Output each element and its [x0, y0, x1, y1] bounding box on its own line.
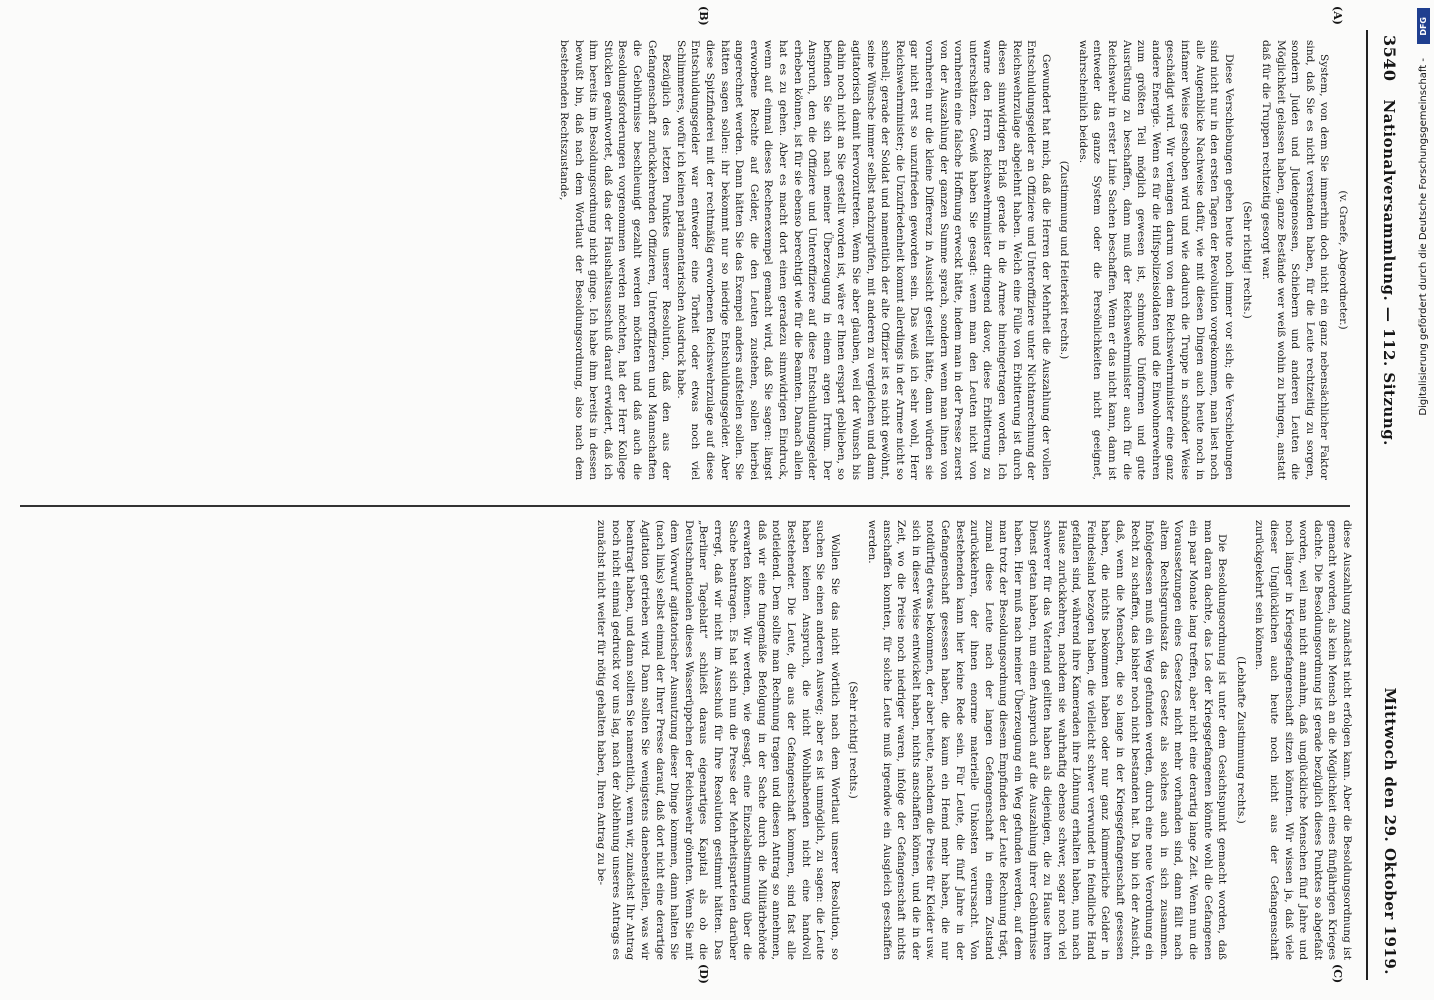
header-left	[1381, 35, 1400, 446]
paragraph: Die Besoldungsordnung ist unter dem Gesichtspunkt gemacht worden, daß man daran dachte, das Los der Kriegsgefangenen könnte wohl die Gefangenen ein paar Monate lang treffen, aber nicht eine derartig lange Zeit. Wenn nun die Voraussetzungen eines Gesetzes nicht mehr vorhanden sind, dann fällt nach altem Rechtsgrundsatz das Gesetz als solches auch in sich zusammen. Infolgedessen muß ein Weg gefunden werden, durch eine neue Verordnung ein Recht zu schaffen, das bisher noch nicht bestanden hat. Da bin ich der Ansicht, daß, wenn die Menschen, die so lange in der Kriegsgefangenschaft gesessen haben, die nichts bekommen haben oder nur ganz kümmerliche Gelder in Feindesland bezogen haben, die vielleicht schwer verwundet in feindliche Hand gefallen sind, während ihre Kameraden ihre Löhnung erhalten haben, nun nach Hause zurückkehren, nachdem sie wahrhaftig ebenso schwer, sogar noch viel schwerer für das Vaterland gelitten haben als diejenigen, die zu Hause ihren Dienst getan haben, nun einen Anspruch auf die Auszahlung ihrer Gebührnisse haben. Hier muß nach meiner Überzeugung ein Weg gefunden werden, auf dem man trotz der Besoldungsordnung diesem Empfinden der Leute Rechnung trägt, zumal diese Leute nach der langen Gefangenschaft in einem Zustand zurückkehren, der ihnen enorme materielle Unkosten verursacht. Von Bestehenden kann hier keine Rede sein. Für Leute, die fünf Jahre in der Gefangenschaft gesessen haben, die kaum ein Hemd mehr haben, die nur notdürftig etwas bekommen, der aber heute, nachdem die Preise für Kleider usw. sich in dieser Weise entwickelt haben, nichts anschaffen können, und die in der Zeit, wo die Preise noch niedriger waren, infolge der Gefangenschaft nichts anschaffen konnten, für solche Leute muß irgendwie ein Ausgleich geschaffen werden.	[866, 520, 1229, 960]
column-separator	[20, 505, 1350, 507]
paragraph: Bezüglich des letzten Punktes unserer Resolution, daß den aus der Gefangenschaft zurückkehrenden Offizieren, Unteroffizieren und Mannschaften die Gebührnisse beschleunigt gezahlt werden möchten und daß auch die Besoldungsforderungen vorgenommen werden möchten, hat der Herr Kollege Stücklen geantwortet, daß das der Haushaltsausschuß darauf erwidert, daß ich ihm bereits im Besoldungsordnung nicht ginge. Ich habe ihm bereits in dessen bewußt bin, daß nach dem Wortlaut der Besoldungsordnung, also nach dem bestehenden Rechtszustande,	[558, 40, 673, 480]
digitization-note	[1414, 0, 1432, 1000]
paragraph: (Zustimmung und Heiterkeit rechts.)	[1058, 160, 1071, 360]
dfg-logo: DFG	[1417, 8, 1430, 44]
paragraph: (Lebhafte Zustimmung rechts.)	[1234, 656, 1247, 824]
text-column-left	[14, 40, 1354, 480]
page-number: 3540	[1380, 35, 1400, 82]
paragraph: diese Auszahlung zunächst nicht erfolgen kann. Aber die Besoldungsordnung ist gemacht worden, als kein Mensch an die Möglichkeit eines fünfjährigen Krieges dachte. Die Besoldungsordnung ist gerade bezüglich dieses Punktes so abgefaßt worden, weil man nicht annahm, daß unglückliche Menschen fünf Jahre und noch länger in Kriegsgefangenschaft sitzen könnten. Wir wissen ja, daß viele dieser Unglücklichen auch heute noch nicht aus der Gefangenschaft zurückgekehrt sein können.	[1253, 520, 1353, 960]
paragraph: (Sehr richtig! rechts.)	[1241, 201, 1254, 319]
header-rule	[1366, 30, 1368, 980]
paragraph: Wollen Sie das nicht wörtlich nach dem Wortlaut unserer Resolution, so suchen Sie einen anderen Ausweg; aber es ist unmöglich, zu sagen: die Leute haben keinen Anspruch, die nicht Wohlhabenden nicht eine handvoll Bestehender. Die Leute, die aus der Gefangenschaft kommen, sind fast alle notleidend. Dem sollte man Rechnung tragen und diesen Antrag so annehmen, daß wir eine fungemäße Befolgung in der Sache durch die Militärbehörde erwarten können. Wir werden, wie gesagt, eine Einzelabstimmung über die Sache beantragen. Es hat sich nun die Presse der Mehrheitsparteien darüber erregt, daß wir nicht im Ausschuß für Ihre Resolution gestimmt hätten. Das „Berliner Tageblatt“ schließt daraus eigenartiges Kapital als ob die Deutschnationalen dieses Wasserüppchen der Reichswehr gönnten. Wenn Sie mit dem Vorwurf agitatorischer Ausnutzung dieser Dinge kommen, dann halten Sie (nach links) selbst einmal der Ihrer Presse darauf, daß dort nicht eine derartige Agitation getrieben wird. Dann sollten Sie wenigstens danebenstellen, was wir beantragt haben, und dann sollten Sie namentlich, wenn wir, zunächst Ihr Antrag noch nicht einmal gedruckt vor uns lag, nach der Ablehnung unseres Antrags es zunächst nicht weiter für nötig gehalten haben, Ihren Antrag zu be-	[595, 520, 841, 960]
margin-marker-d: (D)	[697, 964, 710, 984]
paragraph: (v. Graefe, Abgeordneter.)	[1337, 190, 1349, 330]
margin-marker-b: (B)	[697, 6, 710, 26]
paragraph: Diese Verschiebungen gehen heute noch immer vor sich; die Verschiebungen sind nicht nur in den ersten Tagen der Revolution vorgekommen, man liest noch alle Augenblicke Nachweise dafür, wie mit diesen Dingen auch heute noch in infamer Weise geschoben wird und wie dadurch die Truppe in schnöder Weise geschädigt wird. Wir verlangen darum von dem Reichswehrminister eine ganz andere Energie. Wenn es für die Hilfspolizeisoldaten und die Einwohnerwehren zum größten Teil möglich gewesen ist, schmucke Uniformen und gute Ausrüstung zu beschaffen, dann muß der Reichswehrminister auch für die Reichswehr in erster Linie Sachen beschaffen. Wenn er das nicht kann, dann ist entweder das ganze System oder die Persönlichkeiten nicht geeignet, wahrscheinlich beides.	[1076, 40, 1235, 480]
paragraph: System, von dem Sie immerhin doch nicht ein ganz nebensächlicher Faktor sind, daß Sie es nicht verstanden haben, für die Leute rechtzeitig zu sorgen, sondern Juden und Judengenossen, Schiebern und anderen Leuten die Möglichkeit gelassen haben, ganze Bestände wer weiß wohin zu bringen, anstatt daß für die Truppen rechtzeitig gesorgt war.	[1260, 40, 1331, 480]
header-right-title: Mittwoch den 29. Oktober 1919.	[1381, 687, 1399, 975]
margin-marker-a: (A)	[1331, 6, 1344, 25]
page-header	[1370, 35, 1410, 975]
paragraph: (Sehr richtig! rechts.)	[847, 681, 860, 799]
margin-marker-c: (C)	[1331, 964, 1344, 984]
header-left-title: Nationalversammlung. — 112. Sitzung.	[1380, 99, 1399, 446]
paragraph: Gewundert hat mich, daß die Herren der Mehrheit die Auszahlung der vollen Entschuldungsgelder an Offiziere und Unteroffiziere unter Nichtanrechnung der Reichswehrzulage abgelehnt haben. Welch eine Fülle von Erbitterung ist durch diesen sinnwidrigen Erlaß gerade in die Armee hineingetragen worden. Ich warne den Herrn Reichswehrminister dringend davor, diese Erbitterung zu unterschätzen. Gewiß haben Sie gesagt: wenn man den Leuten nicht von vornherein eine falsche Hoffnung erweckt hätte, indem man in der Presse zuerst von der Auszahlung der ganzen Summe sprach, sondern wenn man ihnen von vornherein nur die kleine Differenz in Aussicht gestellt hätte, dann würden sie gar nicht erst so unzufrieden geworden sein. Das weiß ich sehr wohl, Herr Reichswehrminister; die Unzufriedenheit kommt allerdings in der Armee nicht so schnell; gerade der Soldat und namentlich der alte Offizier ist es nicht gewöhnt, seine Wünsche immer selbst nachzuprüfen, mit anderen zu vergleichen und dann agitatorisch damit hervorzutreten. Wenn Sie aber glauben, weil der Wunsch bis dahin noch nicht an Sie gestellt worden ist, wäre er Ihnen erspart geblieben, so befinden Sie sich nach meiner Überzeugung in einem argen Irrtum. Der Anspruch, den die Offiziere und Unteroffiziere auf diese Entschuldungsgelder erheben können, ist für sie ebenso berechtigt wie für die Beamten. Danach allein hat es zu gehen. Aber es macht dort einen geradezu sinnwidrigen Eindruck, wenn auf einmal dieses Rechenexempel gemacht wird, daß Sie sagen: längst erworbene Rechte auf Gelder, die den Leuten zustehen, sollen hierbei angerechnet werden. Dann hätten Sie das Exempel anders aufstellen sollen. Sie hätten sagen sollen: ihr bekommt nur so niedrige Entschuldungsgelder. Aber diese Spitzfinderei mit der rechtmäßig erworbenen Reichswehrzulage auf diese Entschuldungsgelder war entweder eine Torheit oder etwas noch viel Schlimmeres, wofür ich keinen parlamentarischen Ausdruck habe.	[674, 40, 1052, 480]
digitization-text: Digitalisierung gefördert durch die Deutsche Forschungsgemeinschaft -	[1417, 58, 1429, 416]
text-column-right	[14, 520, 1354, 960]
